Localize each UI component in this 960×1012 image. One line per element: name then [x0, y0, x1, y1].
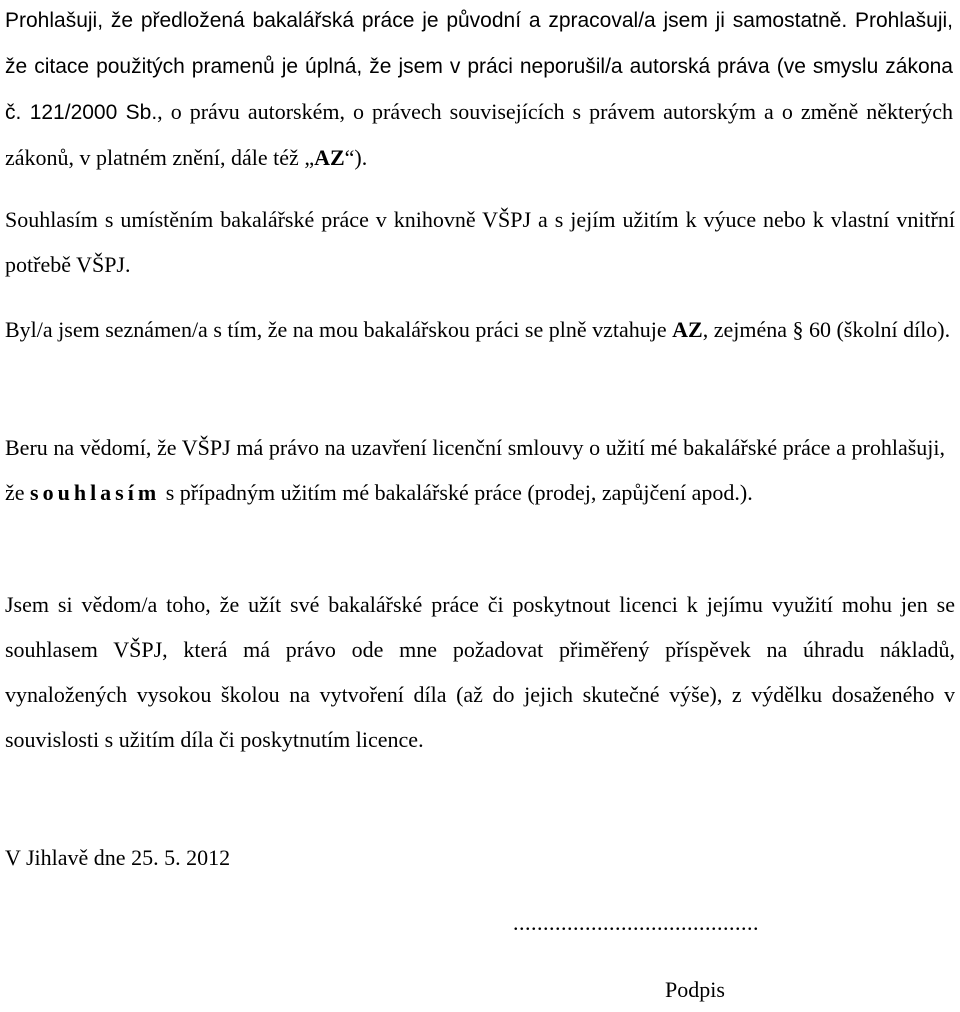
usage-conditions-text: Jsem si vědom/a toho, že užít své bakalářské práce či poskytnout licenci k jejímu využití mohu jen se souhlasem VŠPJ, která má právo ode mne požadovat přiměřený příspěvek na úhradu nákladů, vynaložených vysokou školou na vytvoření díla (až do jejich skutečné výše), z výdělku dosaženého v souvislosti s užitím díla či poskytnutím licence. [5, 592, 955, 752]
originality-text: Prohlašuji, že předložená bakalářská práce je původní a zpracoval/a jsem ji samostatně. Prohlašuji, že citace použitých pramenů je úplná, že jsem v práci neporušil/a autorská práva (ve smyslu zákona č. 121/2000 Sb. [5, 9, 953, 124]
copyright-law-text: , o právu autorském, o právech souvisejících s právem autorským a o změně některých zákonů, v platném znění, dále též „ [5, 99, 953, 170]
declaration-originality-paragraph [5, 0, 953, 180]
az-acknowledgement-paragraph [5, 307, 955, 352]
license-usage-text: s případným užitím mé bakalářské práce (prodej, zapůjčení apod.). [160, 480, 753, 505]
az-abbreviation: AZ [314, 145, 345, 170]
library-consent-text: Souhlasím s umístěním bakalářské práce v knihovně VŠPJ a s jejím užitím k výuce nebo k vlastní vnitřní potřebě VŠPJ. [5, 207, 955, 277]
closing-quote: “). [344, 145, 368, 170]
license-agreement-paragraph [5, 425, 945, 515]
library-consent-paragraph [5, 197, 955, 287]
az-abbreviation: AZ [672, 317, 703, 342]
consent-emphasis: souhlasím [30, 480, 161, 505]
az-acknowledgement-text: Byl/a jsem seznámen/a s tím, že na mou bakalářskou práci se plně vztahuje [5, 317, 673, 342]
license-agreement-text: Beru na vědomí, že VŠPJ má právo na uzavření licenční smlouvy o užití mé bakalářské práce a prohlašuji, že [5, 435, 945, 505]
school-work-text: , zejména § 60 (školní dílo). [702, 317, 951, 342]
usage-conditions-paragraph [5, 582, 955, 762]
signature-label: Podpis [665, 977, 725, 1002]
place-date: V Jihlavě dne 25. 5. 2012 [5, 845, 231, 870]
signature-line: ......................................... [513, 910, 759, 935]
